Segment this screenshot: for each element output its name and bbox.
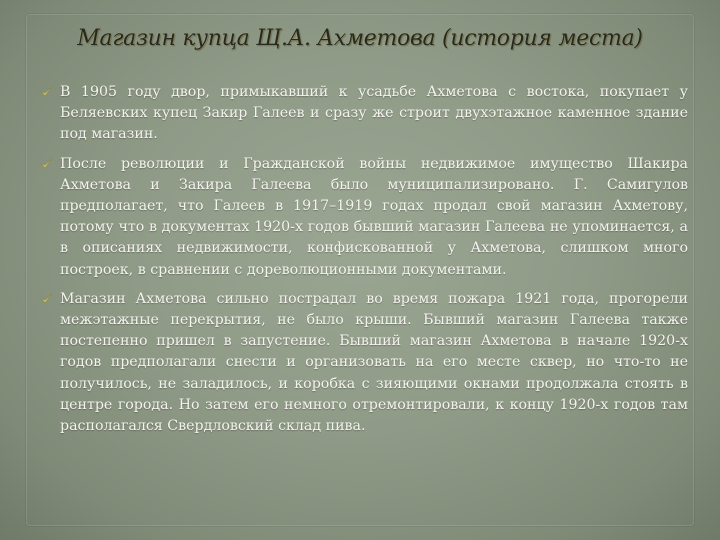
checkmark-icon xyxy=(40,85,53,98)
bullet-item xyxy=(38,154,688,281)
bullet-item xyxy=(38,289,688,437)
bullet-item xyxy=(38,82,688,146)
bullet-text: Магазин Ахметова сильно пострадал во время пожара 1921 года, прогорели межэтажные перекрытия, не было крыши. Бывший магазин Галеева также постепенно пришел в запустение. Бывший магазин Ахметова в начале 1920-х годов предполагали снести и организовать на его месте сквер, но что-то не получилось, не заладилось, и коробка с зияющими окнами продолжала стоять в центре города. Но затем его немного отремонтировали, к концу 1920-х годов там располагался Свердловский склад пива. xyxy=(60,290,688,435)
checkmark-icon xyxy=(40,292,53,305)
bullet-list xyxy=(38,82,688,445)
bullet-text: В 1905 году двор, примыкавший к усадьбе Ахметова с востока, покупает у Беляевских купец Закир Галеев и сразу же строит двухэтажное каменное здание под магазин. xyxy=(60,84,688,143)
bullet-text: После революции и Гражданской войны недвижимое имущество Шакира Ахметова и Закира Галеева было муниципализировано. Г. Самигулов предполагает, что Галеев в 1917–1919 годах продал свой магазин Ахметову, потому что в документах 1920-х годов бывший магазин Галеева не упоминается, а в описаниях недвижимости, конфискованной у Ахметова, слишком много построек, в сравнении с дореволюционными документами. xyxy=(60,155,688,278)
checkmark-icon xyxy=(40,157,53,170)
slide-title: Магазин купца Щ.А. Ахметова (история места) xyxy=(77,26,643,51)
